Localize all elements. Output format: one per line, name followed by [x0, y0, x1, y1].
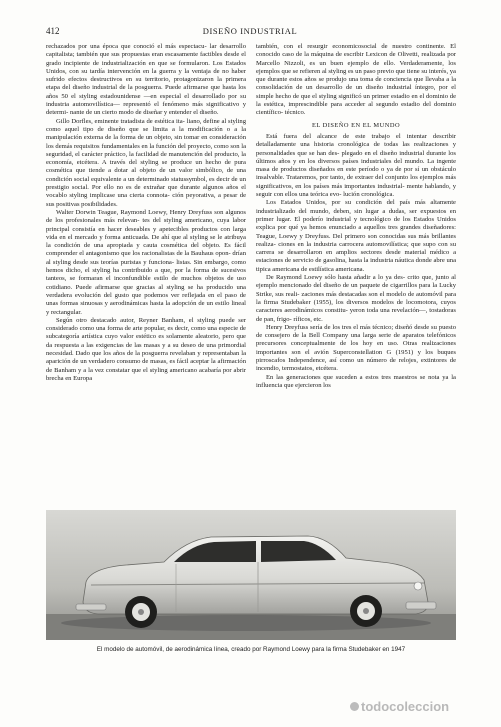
section-title: EL DISEÑO EN EL MUNDO: [311, 121, 401, 129]
watermark-dot-icon: [350, 702, 359, 711]
paragraph: Walter Dorwin Teague, Raymond Loewy, Henry Dreyfuss son algunos de los profesionales más relevan- tes del styling americano, cuya labor principal consistía en hacer deseables y apetecibles productos con larga vida en el mercado y forma anticuada. De ahí que al styling se le atribuya la condición de una apropiada y cauta cosmética del objeto. Es fácil comprender el antagonismo que los racionalistas de la Bauhaus opon- drían al styling desde sus teorías puristas y funciona- listas. Sin embargo, como hemos dicho, el styling ha contribuido a que, por la forma de sucesivos tanteos, se formaran el inconfundible estilo de muchos objetos de uso cotidiano. Puede afirmarse que gracias al styling se ha producido una verdadera evolución del gusto que podemos ver reflejada en el paso de unas formas sinuosas y aerodinámicas hasta la adopción de un estilo lineal y rectangular.: [46, 208, 246, 316]
car-photo: [46, 510, 456, 640]
right-column: [256, 43, 456, 504]
page-header: [46, 26, 454, 38]
paragraph: Los Estados Unidos, por su condición del país más altamente industrializado del mundo, deben, sin lugar a dudas, ser expuestos en primer lugar. El poderío industrial y tecnológico de los Estados Unidos explica por qué ya hemos enunciado a aquellos tres grandes diseñadores: Teague, Loewy y Dreyfuss. Del primero son conocidas sus más brillantes realiza- ciones en la industria carrocera automovilística; que supo con su carrera se desarrollaron en amplios sectores desde material médico a estaciones de servicio de gasolina, hasta la industria náutica donde abre una tipica americana de estilística americana.: [256, 199, 456, 273]
page-number: 412: [46, 26, 60, 36]
paragraph: rechazados por una época que conoció el más espectacu- lar desarrollo capitalista; también que sus propuestas eran escasamente factibles desde el grado incipiente de industrialización en que se formularon. Los Estados Unidos, con su tardía intervención en la guerra y la ventaja de no haber sufrido efectos destructivos en su territorio, protagonizaron la primera etapa del diseño industrial de la posguerra. Puede afirmarse que hasta los años 50 el styling estadounidense —en especial el desarrollado por su industria automovilística— representó el fenómeno más significativo y determi- nante de un cierto modo de diseñar y entender el diseño.: [46, 43, 246, 117]
paragraph: De Raymond Loewy sólo hasta añadir a lo ya des- crito que, junto al ejemplo mencionado del diseño de un paquete de cigarrillos para la Lucky Strike, sus reali- zaciones más destacadas son el modelo de automóvil para la firma Studebaker (1955), los diversos modelos de locomotora, cuyos caracteres aerodinámicos constitu- yeron toda una revelación—, tostadoras de pan, frigo- ríficos, etc.: [256, 274, 456, 323]
paragraph: Gillo Dorfles, eminente tratadista de estética ita- liano, define al styling como aquel tipo de diseño que se limita a la modificación o a la manipulación externa de la forma de un objeto, sin tomar en consideración los demás requisitos fundamentales en la función del proyecto, como son la seguridad, el carácter práctico, la facilidad de manutención del producto, la economía, etcétera. A través del styling se produce un hecho de pura cosmética que tiende a dotar al objeto de un valor simbólico, de una condición social equivalente a un determinado statussymbol, es decir de un prestigio social. Por ello no es de extrañar que durante algunos años el vocablo styling implicase una cierta connota- ción peyorativa, a pesar de sus positivas posibilidades.: [46, 117, 246, 208]
running-title: DISEÑO INDUSTRIAL: [202, 26, 298, 36]
photo-caption: El modelo de automóvil, de aerodinámica línea, creado por Raymond Loewy para la firma Studebaker en 1947: [96, 646, 406, 653]
paragraph: Henry Dreyfuss sería de los tres el más técnico; diseñó desde su puesto de consejero de la Bell Company una larga serie de aparatos telefónicos precursores conceptualmente de los hoy en uso. Otras realizaciones importantes son el avión Superconstellation G (1951) y los buques pirroscafos Independence, así como un número de relojes, extintores de incendio, termostatos, etcétera.: [256, 323, 456, 373]
paragraph: Está fuera del alcance de este trabajo el intentar describir detalladamente una historia cronológica de todas las realizaciones y personalidades que se han des- plegado en el diseño industrial durante los últimos años y en los diversos países industriales del mundo. La ingente masa de productos diseñados en este período o ya de por sí un obstáculo insalvable. Trataremos, por tanto, de extraer del conjunto los ejemplos más significativos, en los países más importantes industrial- mente hablando, y seguir con ellos una teórica evo- lución cronológica.: [256, 132, 456, 199]
paragraph: En las generaciones que suceden a estos tres maestros se nota ya la influencia que ejercieron los: [256, 373, 456, 389]
watermark-logo: [350, 694, 490, 718]
left-column: [46, 43, 246, 504]
paragraph: Según otro destacado autor, Reyner Banham, el styling puede ser considerado como una forma de arte popular, es decir, como una especie de subcategoría artística cuyo valor estético es solamente aleatorio, pero que da respuesta a las exigencias de las masas y a su deseo de una primordial necesidad. Dado que los años de la posguerra revelaban y representaban la aparición de un verdadero consumo de masas, es fácil aceptar la afirmación de Banham y a la vez constatar que el styling americano acabaría por abrir brecha en Europa: [46, 316, 246, 382]
watermark-text: todocoleccion: [361, 698, 450, 714]
paragraph: también, con el resurgir economicosocial de nuestro continente. El conocido caso de la máquina de escribir Lexicon de Olivetti, realizada por Marcello Nizzoli, es un buen ejemplo de ello. Verdaderamente, los ejemplos que se refieren al styling es un paso previo que tiene su interés, ya que durante estos años se produjo una toma de conciencia que llevaba a la consolidación de un desarrollo de un diseño industrial íntegro, por el simple hecho de que el styling significó un primer estadio en el dominio de la estética, imprescindible para acceder al segundo estadio del dominio científico- técnico.: [256, 43, 456, 117]
